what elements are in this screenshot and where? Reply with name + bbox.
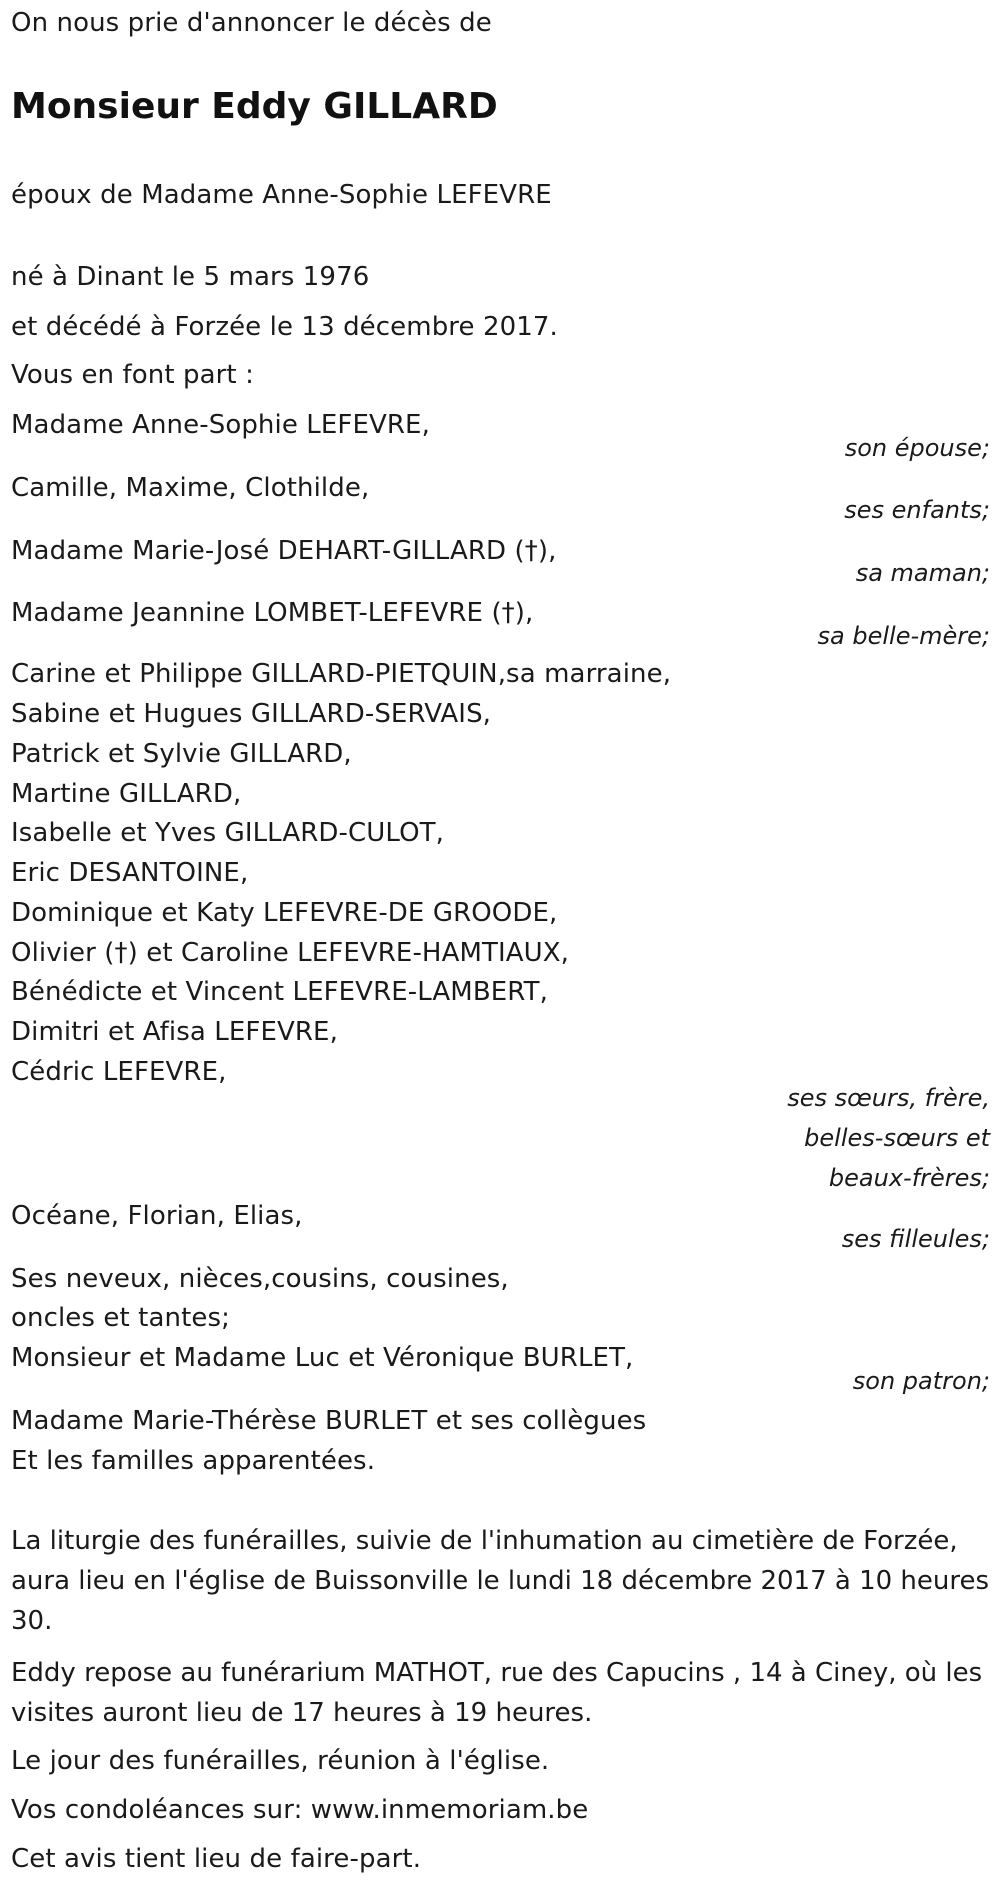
sibling-line: Olivier (†) et Caroline LEFEVRE-HAMTIAUX, <box>11 938 570 968</box>
deceased-name: Monsieur Eddy GILLARD <box>11 86 498 127</box>
sibling-line: Patrick et Sylvie GILLARD, <box>11 739 352 769</box>
death-line: et décédé à Forzée le 13 décembre 2017. <box>11 312 558 342</box>
colleagues-line: Madame Marie-Thérèse BURLET et ses collègues <box>11 1406 647 1436</box>
siblings-role: beaux-frères; <box>828 1164 990 1192</box>
mother-in-law-role: sa belle-mère; <box>817 622 990 650</box>
sibling-line: Cédric LEFEVRE, <box>11 1057 227 1087</box>
birth-line: né à Dinant le 5 mars 1976 <box>11 262 370 292</box>
condolences-line: Vos condoléances sur: www.inmemoriam.be <box>11 1795 589 1825</box>
meeting-line: Le jour des funérailles, réunion à l'église. <box>11 1746 550 1776</box>
liturgy-paragraph: La liturgie des funérailles, suivie de l'inhumation au cimetière de Forzée, aura lieu en l'église de Buissonville le lundi 18 décembre 2017 à 10 heures 30. <box>11 1526 990 1636</box>
sibling-line: Carine et Philippe GILLARD-PIETQUIN,sa marraine, <box>11 659 672 689</box>
sibling-line: Eric DESANTOINE, <box>11 858 249 888</box>
sibling-line: Dimitri et Afisa LEFEVRE, <box>11 1017 338 1047</box>
godchildren-role: ses filleules; <box>841 1225 990 1253</box>
sibling-line: Isabelle et Yves GILLARD-CULOT, <box>11 818 444 848</box>
employer-name: Monsieur et Madame Luc et Véronique BURLET, <box>11 1343 634 1373</box>
notice-note: Cet avis tient lieu de faire-part. <box>11 1844 422 1874</box>
mother-name: Madame Marie-José DEHART-GILLARD (†), <box>11 536 557 566</box>
godchildren-names: Océane, Florian, Elias, <box>11 1201 303 1231</box>
mother-in-law-name: Madame Jeannine LOMBET-LEFEVRE (†), <box>11 598 534 628</box>
sibling-line: Dominique et Katy LEFEVRE-DE GROODE, <box>11 898 558 928</box>
families-line: Et les familles apparentées. <box>11 1446 376 1476</box>
spouse-line: époux de Madame Anne-Sophie LEFEVRE <box>11 180 552 210</box>
relatives-line: Ses neveux, nièces,cousins, cousines, <box>11 1264 509 1294</box>
wife-role: son épouse; <box>844 434 990 462</box>
relatives-line: oncles et tantes; <box>11 1303 230 1333</box>
children-names: Camille, Maxime, Clothilde, <box>11 473 370 503</box>
children-role: ses enfants; <box>844 496 990 524</box>
intro-text: On nous prie d'annoncer le décès de <box>11 8 492 38</box>
employer-role: son patron; <box>852 1367 990 1395</box>
siblings-role: ses sœurs, frère, <box>787 1084 990 1112</box>
sibling-line: Bénédicte et Vincent LEFEVRE-LAMBERT, <box>11 977 548 1007</box>
sibling-line: Sabine et Hugues GILLARD-SERVAIS, <box>11 699 492 729</box>
sibling-line: Martine GILLARD, <box>11 779 242 809</box>
siblings-role: belles-sœurs et <box>804 1124 990 1152</box>
announce-line: Vous en font part : <box>11 360 254 390</box>
rest-paragraph: Eddy repose au funérarium MATHOT, rue des Capucins , 14 à Ciney, où les visites auront lieu de 17 heures à 19 heures. <box>11 1658 983 1728</box>
wife-name: Madame Anne-Sophie LEFEVRE, <box>11 410 430 440</box>
mother-role: sa maman; <box>855 559 990 587</box>
